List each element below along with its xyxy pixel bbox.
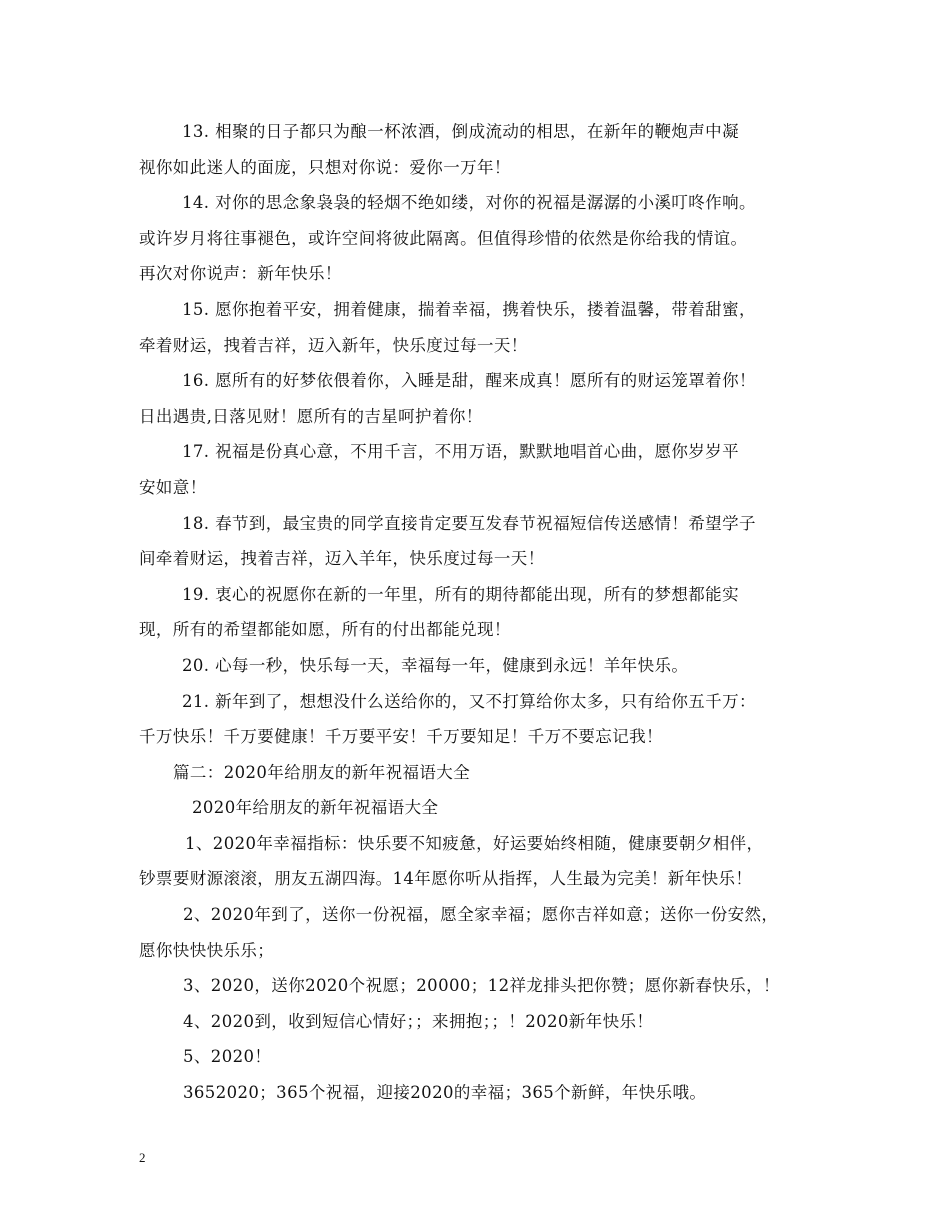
text-line: 1、2020年幸福指标：快乐要不知疲惫，好运要始终相随，健康要朝夕相伴， bbox=[185, 833, 764, 853]
document-body bbox=[139, 114, 819, 1111]
page-number: 2 bbox=[139, 1150, 146, 1165]
text-line: 牵着财运，拽着吉祥，迈入新年，快乐度过每一天！ bbox=[139, 335, 528, 355]
text-line: 14. 对你的思念象袅袅的轻烟不绝如缕，对你的祝福是潺潺的小溪叮咚作响。 bbox=[182, 193, 756, 213]
text-line: 3652020；365个祝福，迎接2020的幸福；365个新鲜，年快乐哦。 bbox=[183, 1083, 707, 1103]
text-line: 18. 春节到，最宝贵的同学直接肯定要互发春节祝福短信传送感情！希望学子 bbox=[182, 513, 756, 533]
text-line: 钞票要财源滚滚，朋友五湖四海。14年愿你听从指挥，人生最为完美！新年快乐！ bbox=[139, 869, 753, 889]
text-line: 5、2020！ bbox=[183, 1047, 272, 1067]
text-line: 安如意！ bbox=[139, 477, 207, 497]
text-line: 20. 心每一秒，快乐每一天，幸福每一年，健康到永远！羊年快乐。 bbox=[182, 655, 689, 675]
text-line: 21. 新年到了，想想没什么送给你的，又不打算给你太多，只有给你五千万： bbox=[182, 691, 756, 711]
text-line: 间牵着财运，拽着吉祥，迈入羊年，快乐度过每一天！ bbox=[139, 549, 545, 569]
text-line: 15. 愿你抱着平安，拥着健康，揣着幸福，携着快乐，搂着温馨，带着甜蜜， bbox=[182, 299, 756, 319]
text-line: 2、2020年到了，送你一份祝福，愿全家幸福；愿你吉祥如意；送你一份安然， bbox=[183, 905, 779, 925]
text-line: 日出遇贵,日落见财！愿所有的吉星呵护着你！ bbox=[139, 406, 483, 426]
text-line: 视你如此迷人的面庞，只想对你说：爱你一万年！ bbox=[139, 157, 511, 177]
article-title: 2020年给朋友的新年祝福语大全 bbox=[192, 798, 439, 818]
text-line: 现，所有的希望都能如愿，所有的付出都能兑现！ bbox=[139, 620, 511, 640]
text-line: 或许岁月将往事褪色，或许空间将彼此隔离。但值得珍惜的依然是你给我的情谊。 bbox=[139, 228, 748, 248]
text-line: 再次对你说声：新年快乐！ bbox=[139, 264, 342, 284]
text-line: 17. 祝福是份真心意，不用千言，不用万语，默默地唱首心曲，愿你岁岁平 bbox=[182, 442, 739, 462]
text-line: 千万快乐！千万要健康！千万要平安！千万要知足！千万不要忘记我！ bbox=[139, 727, 663, 747]
text-line: 13. 相聚的日子都只为酿一杯浓酒，倒成流动的相思，在新年的鞭炮声中凝 bbox=[182, 122, 739, 141]
text-line: 愿你快快快乐乐； bbox=[139, 940, 275, 960]
text-line: 19. 衷心的祝愿你在新的一年里，所有的期待都能出现，所有的梦想都能实 bbox=[182, 584, 739, 604]
text-line: 3、2020，送你2020个祝愿；20000；12祥龙排头把你赞；愿你新春快乐，！ bbox=[183, 976, 780, 996]
text-line: 4、2020到，收到短信心情好；；来拥抱；；！2020新年快乐！ bbox=[183, 1011, 654, 1031]
text-line: 16. 愿所有的好梦依偎着你，入睡是甜，醒来成真！愿所有的财运笼罩着你！ bbox=[182, 371, 756, 391]
section-heading: 篇二：2020年给朋友的新年祝福语大全 bbox=[173, 762, 471, 782]
